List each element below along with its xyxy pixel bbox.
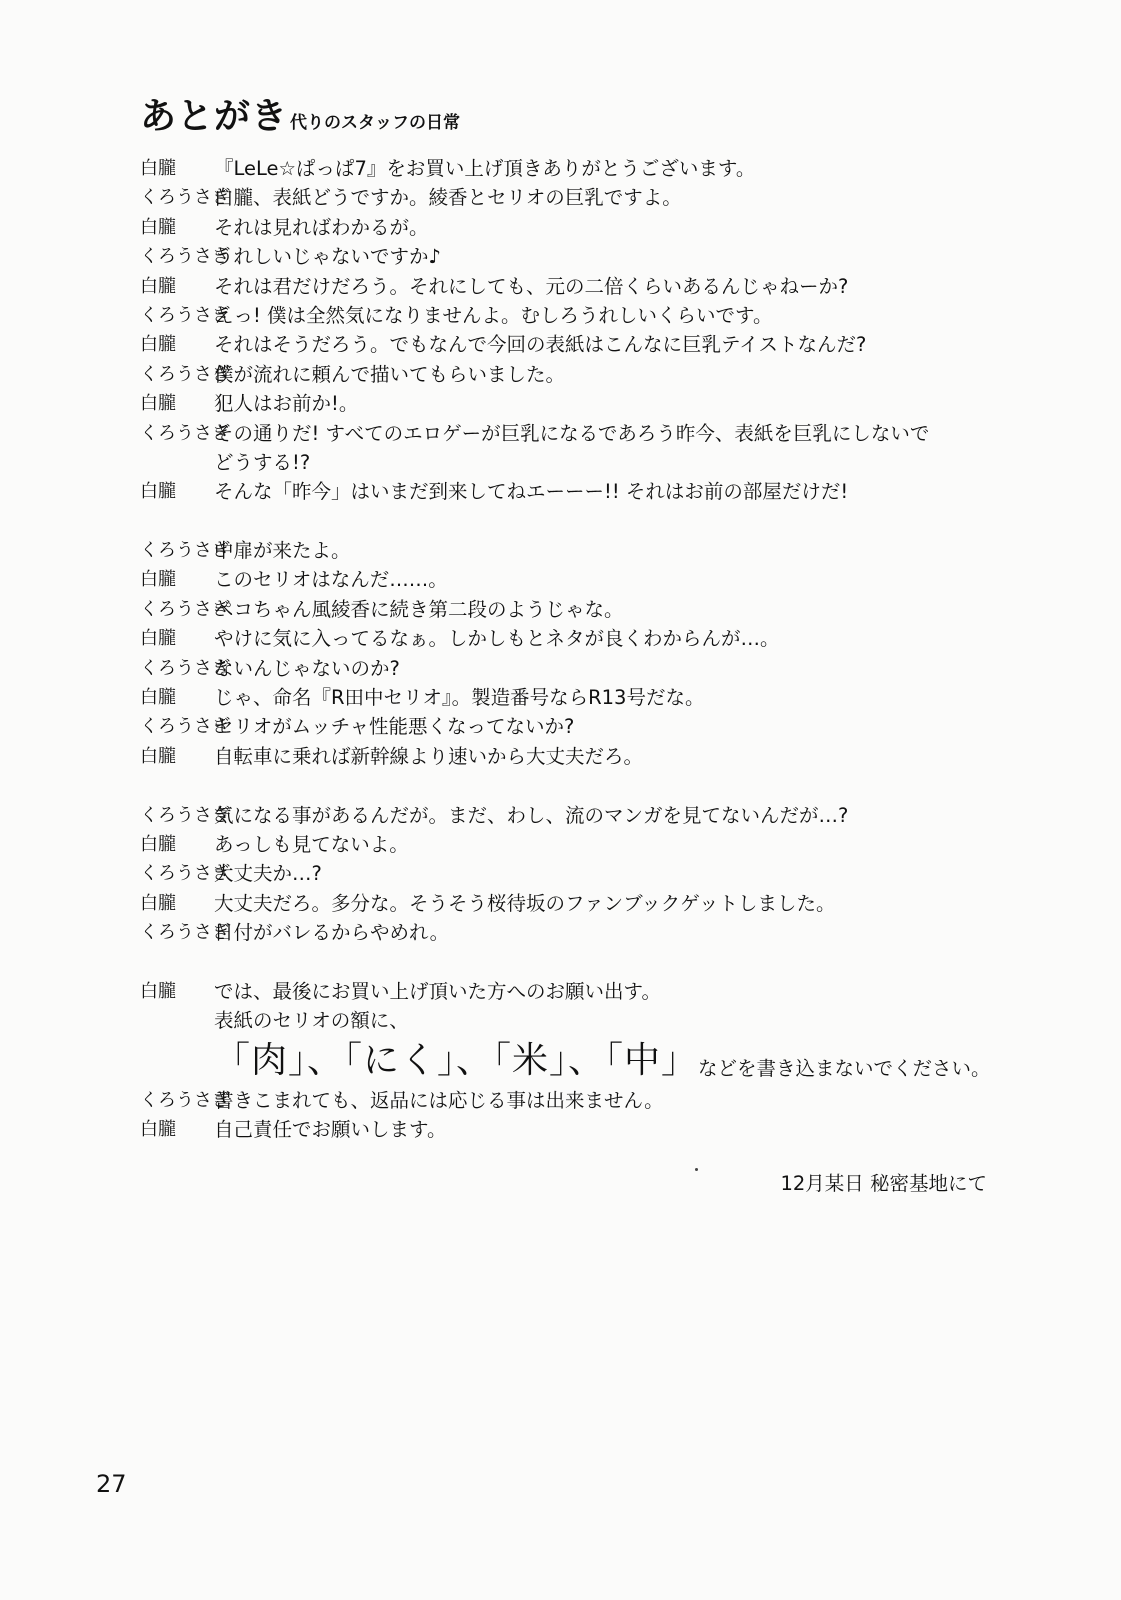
dialogue-text: それは見ればわかるが。: [214, 215, 429, 239]
speaker-name: くろうさぎ: [140, 716, 230, 738]
speaker-name: くろうさぎ: [140, 863, 230, 885]
print-speck: [695, 1168, 698, 1171]
speaker-name: くろうさぎ: [140, 422, 230, 444]
dialogue-line: [140, 477, 1000, 506]
dialogue-text: うれしいじゃないですか♪: [214, 245, 441, 269]
dialogue-line: [140, 448, 1000, 477]
dialogue-line: [140, 801, 1000, 830]
dialogue-text: 犯人はお前か!。: [214, 392, 359, 416]
speaker-name: 白朧: [140, 216, 176, 238]
dialogue-line: [140, 1006, 1000, 1035]
dialogue-text: どうする!?: [214, 450, 311, 474]
dialogue-text: やけに気に入ってるなぁ。しかしもとネタが良くわからんが…。: [214, 627, 780, 651]
section-gap: [140, 507, 1000, 536]
emphasis-text: 「肉」、「にく」、「米」、「中」: [214, 1039, 699, 1081]
dialogue-line: [140, 213, 1000, 242]
dialogue-text: じゃ、命名『R田中セリオ』。製造番号ならR13号だな。: [214, 686, 705, 710]
speaker-name: 白朧: [140, 275, 176, 297]
dialogue-text: 気になる事があるんだが。まだ、わし、流のマンガを見てないんだが…?: [214, 803, 849, 827]
dialogue-text: ペコちゃん風綾香に続き第二段のようじゃな。: [214, 597, 624, 621]
afterword-title: [140, 88, 460, 139]
dialogue-text: それは君だけだろう。それにしても、元の二倍くらいあるんじゃねーか?: [214, 274, 849, 298]
dialogue-text: 白朧、表紙どうですか。綾香とセリオの巨乳ですよ。: [214, 186, 682, 210]
speaker-name: 白朧: [140, 745, 176, 767]
dialogue-text: 大丈夫だろ。多分な。そうそう桜待坂のファンブックゲットしました。: [214, 891, 836, 915]
speaker-name: 白朧: [140, 892, 176, 914]
dialogue-text: その通りだ! すべてのエロゲーが巨乳になるであろう昨今、表紙を巨乳にしないで: [214, 421, 930, 445]
dialogue-line: [140, 712, 1000, 741]
section-gap: [140, 948, 1000, 977]
speaker-name: 白朧: [140, 628, 176, 650]
dialogue-text: 中扉が来たよ。: [214, 539, 351, 563]
dialogue-line: [140, 330, 1000, 359]
section-gap: [140, 771, 1000, 800]
dialogue-line: [140, 389, 1000, 418]
dialogue-text: 表紙のセリオの額に、: [214, 1009, 409, 1033]
speaker-name: くろうさぎ: [140, 804, 230, 826]
dialogue-line: [140, 242, 1000, 271]
speaker-name: くろうさぎ: [140, 304, 230, 326]
dialogue-text: それはそうだろう。でもなんで今回の表紙はこんなに巨乳テイストなんだ?: [214, 333, 867, 357]
speaker-name: くろうさぎ: [140, 922, 230, 944]
dialogue-text: ないんじゃないのか?: [214, 656, 400, 680]
speaker-name: くろうさぎ: [140, 187, 230, 209]
dialogue-line: [140, 889, 1000, 918]
dialogue-text: 僕が流れに頼んで描いてもらいました。: [214, 362, 566, 386]
emphasis-line: [140, 1036, 1000, 1086]
dialogue-line: [140, 536, 1000, 565]
speaker-name: くろうさぎ: [140, 363, 230, 385]
dialogue-line: [140, 301, 1000, 330]
dialogue-line: [140, 683, 1000, 712]
dialogue-text: 書きこまれても、返品には応じる事は出来ません。: [214, 1088, 664, 1112]
dialogue-line: [140, 859, 1000, 888]
dialogue-text: そんな「昨今」はいまだ到来してねエーーー!! それはお前の部屋だけだ!: [214, 480, 849, 504]
dialogue-text: 『LeLe☆ぱっぱ7』をお買い上げ頂きありがとうございます。: [214, 157, 756, 180]
speaker-name: 白朧: [140, 158, 176, 179]
dialogue-text: 日付がバレるからやめれ。: [214, 921, 450, 945]
title-subtitle: 代りのスタッフの日常: [290, 113, 461, 133]
dialogue-line: [140, 272, 1000, 301]
dialogue-text: 自転車に乗れば新幹線より速いから大丈夫だろ。: [214, 744, 644, 768]
dialogue-text: えっ! 僕は全然気になりませんよ。むしろうれしいくらいです。: [214, 303, 773, 327]
dialogue-line: [140, 183, 1000, 212]
dialogue-text: このセリオはなんだ……。: [214, 568, 448, 592]
emphasis-tail-text: などを書き込まないでください。: [698, 1056, 991, 1080]
speaker-name: くろうさぎ: [140, 540, 230, 562]
dialogue-line: [140, 742, 1000, 771]
dialogue-line: [140, 918, 1000, 947]
dialogue-line: [140, 360, 1000, 389]
dialogue-line: [140, 977, 1000, 1006]
speaker-name: 白朧: [140, 1119, 176, 1141]
speaker-name: 白朧: [140, 833, 176, 855]
dialogue-line: [140, 565, 1000, 594]
speaker-name: くろうさぎ: [140, 246, 230, 268]
dialogue-block: [140, 154, 1000, 1145]
dialogue-line: [140, 830, 1000, 859]
dialogue-line: [140, 154, 1000, 183]
signoff-date-location: 12月某日 秘密基地にて: [780, 1172, 987, 1195]
speaker-name: くろうさぎ: [140, 657, 230, 679]
speaker-name: くろうさぎ: [140, 1089, 230, 1111]
dialogue-text: セリオがムッチャ性能悪くなってないか?: [214, 715, 575, 739]
speaker-name: 白朧: [140, 687, 176, 709]
speaker-name: くろうさぎ: [140, 598, 230, 620]
dialogue-text: あっしも見てないよ。: [214, 832, 409, 856]
title-main: あとがき: [140, 96, 289, 137]
dialogue-text: では、最後にお買い上げ頂いた方へのお願い出す。: [214, 979, 661, 1003]
speaker-name: 白朧: [140, 481, 176, 503]
dialogue-text: 大丈夫か…?: [214, 862, 322, 886]
speaker-name: 白朧: [140, 980, 176, 1002]
dialogue-line: [140, 595, 1000, 624]
speaker-name: 白朧: [140, 569, 176, 591]
dialogue-line: [140, 419, 1000, 448]
dialogue-line: [140, 654, 1000, 683]
dialogue-line: [140, 1086, 1000, 1115]
speaker-name: 白朧: [140, 393, 176, 415]
dialogue-text: 自己責任でお願いします。: [214, 1118, 447, 1142]
dialogue-line: [140, 624, 1000, 653]
dialogue-line: [140, 1115, 1000, 1144]
speaker-name: 白朧: [140, 334, 176, 356]
page-number: 27: [96, 1470, 127, 1498]
